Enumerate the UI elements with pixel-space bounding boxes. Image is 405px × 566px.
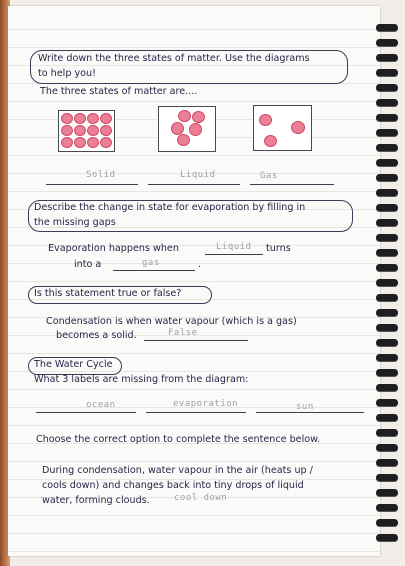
particle <box>264 135 277 147</box>
ring <box>376 264 398 271</box>
q2-instruction-line1: Describe the change in state for evaporation by filling in <box>34 202 306 213</box>
particle <box>87 137 99 148</box>
q4-instruction: Choose the correct option to complete the sentence below. <box>36 434 321 445</box>
ring <box>376 234 398 241</box>
answer-line <box>46 184 138 185</box>
notebook-page <box>8 6 380 556</box>
q4-answer-ocean: ocean <box>86 400 116 410</box>
ring <box>376 504 398 511</box>
ring <box>376 489 398 496</box>
spiral-binding <box>376 0 400 566</box>
ring <box>376 129 398 136</box>
answer-line <box>250 184 334 185</box>
q3-statement-line1: Condensation is when water vapour (which is a gas) <box>46 316 297 327</box>
ring <box>376 339 398 346</box>
blank-line <box>113 270 195 271</box>
ring <box>376 369 398 376</box>
q4-answer-sun: sun <box>296 402 314 412</box>
ring <box>376 534 398 541</box>
q1-answer-liquid: Liquid <box>180 170 216 180</box>
answer-line <box>146 412 246 413</box>
ring <box>376 519 398 526</box>
particle <box>61 125 73 136</box>
ring <box>376 99 398 106</box>
ring <box>376 279 398 286</box>
ring <box>376 399 398 406</box>
particle <box>87 113 99 124</box>
ring <box>376 39 398 46</box>
answer-line <box>148 184 240 185</box>
answer-line <box>256 412 364 413</box>
liquid-diagram <box>158 106 216 152</box>
ring <box>376 24 398 31</box>
particle <box>178 110 191 122</box>
particle <box>74 113 86 124</box>
ring <box>376 249 398 256</box>
q2-sentence-part3: into a <box>74 259 102 270</box>
q4-question: What 3 labels are missing from the diagram: <box>34 374 249 385</box>
q1-answer-gas: Gas <box>260 171 278 181</box>
particle <box>291 121 305 134</box>
q4-sentence-line3: water, forming clouds. <box>42 495 150 506</box>
particle <box>74 125 86 136</box>
q2-sentence-part2: turns <box>266 243 291 254</box>
q4-answer: cool down <box>174 493 228 503</box>
particle <box>259 114 272 126</box>
ring <box>376 429 398 436</box>
ring <box>376 114 398 121</box>
q4-sentence-line1: During condensation, water vapour in the air (heats up / <box>42 465 313 476</box>
ring <box>376 354 398 361</box>
q4-sentence-line2: cools down) and changes back into tiny drops of liquid <box>42 480 304 491</box>
ring <box>376 309 398 316</box>
particle <box>189 123 202 136</box>
particle <box>177 134 190 146</box>
particle <box>61 113 73 124</box>
ring <box>376 324 398 331</box>
q2-blank1-answer: Liquid <box>216 242 252 252</box>
q4-answer-evaporation: evaporation <box>173 399 239 409</box>
q2-sentence-end: . <box>198 259 202 270</box>
ring <box>376 384 398 391</box>
particle <box>61 137 73 148</box>
particle <box>192 111 205 123</box>
q2-sentence-part1: Evaporation happens when <box>48 243 179 254</box>
particle <box>100 125 112 136</box>
q1-instruction-line2: to help you! <box>38 68 96 79</box>
q4-heading: The Water Cycle <box>34 359 113 370</box>
ring <box>376 54 398 61</box>
ring <box>376 69 398 76</box>
ring <box>376 294 398 301</box>
ring <box>376 219 398 226</box>
ring <box>376 204 398 211</box>
ring <box>376 84 398 91</box>
particle <box>100 113 112 124</box>
particle <box>74 137 86 148</box>
ring <box>376 189 398 196</box>
ring <box>376 159 398 166</box>
q1-subtitle: The three states of matter are.... <box>40 86 198 97</box>
solid-diagram <box>58 110 115 152</box>
ring <box>376 144 398 151</box>
ring <box>376 174 398 181</box>
answer-line <box>36 412 136 413</box>
particle <box>87 125 99 136</box>
q3-instruction: Is this statement true or false? <box>34 288 182 299</box>
gas-diagram <box>253 105 312 151</box>
q1-answer-solid: Solid <box>86 170 116 180</box>
blank-line <box>205 254 263 255</box>
q2-blank2-answer: gas <box>142 258 160 268</box>
ring <box>376 414 398 421</box>
q1-instruction-line1: Write down the three states of matter. Use the diagrams <box>38 53 310 64</box>
particle <box>100 137 112 148</box>
ring <box>376 444 398 451</box>
answer-line <box>144 340 248 341</box>
ring <box>376 474 398 481</box>
q2-instruction-line2: the missing gaps <box>34 217 116 228</box>
q3-answer: False <box>168 328 198 338</box>
q3-statement-line2: becomes a solid. <box>56 330 137 341</box>
ring <box>376 459 398 466</box>
